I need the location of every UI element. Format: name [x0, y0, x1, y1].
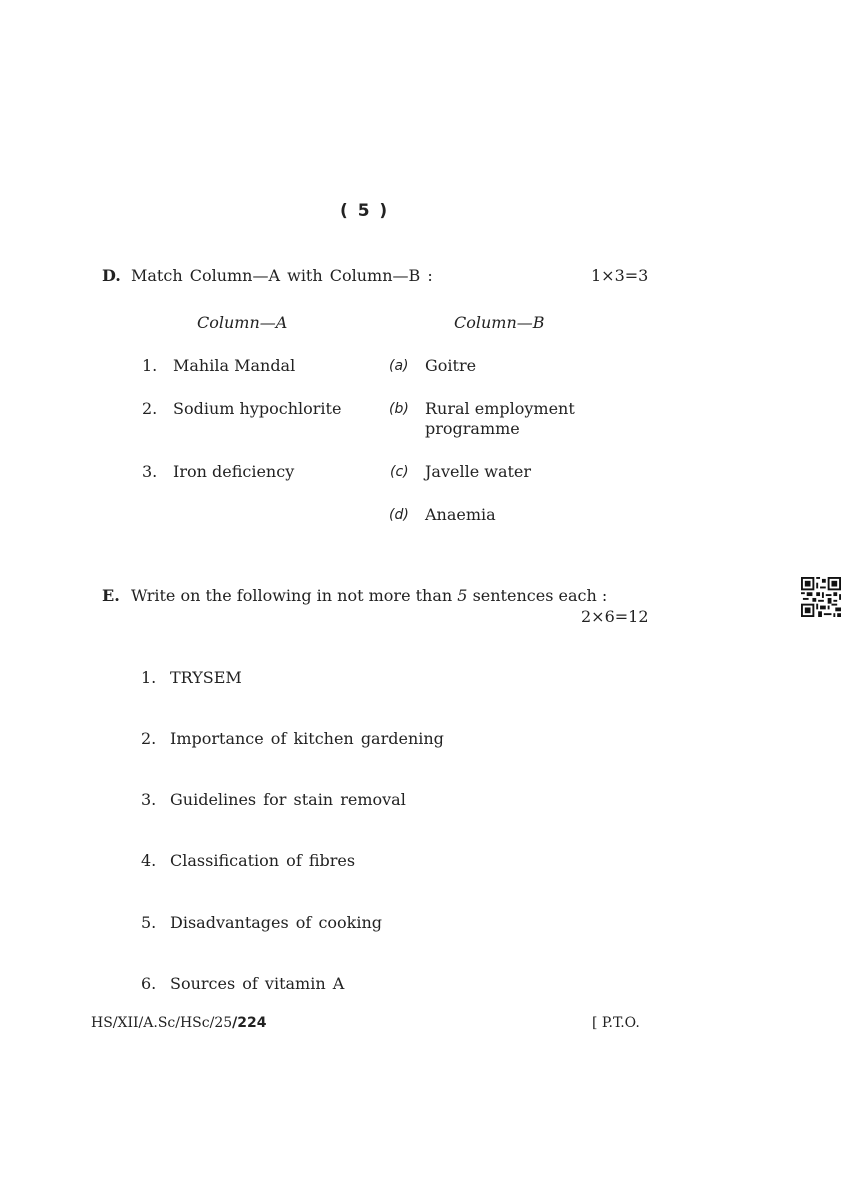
column-a-header: Column—A [197, 313, 288, 332]
paper-code-prefix: HS/XII/A.Sc/HSc/25 [91, 1015, 233, 1031]
column-a-item: Sodium hypochlorite [173, 399, 342, 418]
column-b-item: Anaemia [425, 505, 496, 524]
column-b-item: Javelle water [425, 462, 532, 481]
column-a-item-number: 2. [142, 399, 158, 418]
section-e-label: E. [102, 586, 120, 605]
paper-code-number: /224 [232, 1015, 267, 1031]
section-e-marks: 2×6=12 [581, 607, 649, 626]
column-a-item: Iron deficiency [173, 462, 295, 481]
column-a-item: Mahila Mandal [173, 356, 296, 375]
paper-code [91, 1015, 267, 1031]
column-a-item-number: 1. [142, 356, 158, 375]
section-d-instruction: Match Column—A with Column—B : [131, 266, 433, 285]
column-b-item-letter: (b) [389, 401, 409, 417]
column-b-item-letter: (d) [389, 507, 409, 523]
list-item-number: 2. [141, 729, 157, 748]
section-e-instruction [131, 586, 607, 605]
list-item-number: 6. [141, 974, 157, 993]
list-item: Sources of vitamin A [170, 974, 345, 993]
list-item: Disadvantages of cooking [170, 913, 383, 932]
section-e-instruction-text-end: sentences each : [467, 586, 608, 605]
section-d-marks: 1×3=3 [591, 266, 649, 285]
section-d-label: D. [102, 266, 121, 285]
list-item-number: 5. [141, 913, 157, 932]
list-item: TRYSEM [170, 668, 242, 687]
list-item-number: 1. [141, 668, 157, 687]
column-b-header: Column—B [454, 313, 545, 332]
section-e-instruction-text: Write on the following in not more than [131, 586, 458, 605]
list-item: Guidelines for stain removal [170, 790, 406, 809]
page-number: ( 5 ) [340, 201, 390, 221]
column-b-item-letter: (c) [390, 464, 409, 480]
qr-code-icon [801, 577, 841, 617]
column-b-item-letter: (a) [389, 358, 409, 374]
column-b-item-continuation: programme [425, 419, 520, 438]
column-b-item: Goitre [425, 356, 477, 375]
section-e-instruction-count: 5 [457, 586, 468, 605]
pto-note: [ P.T.O. [592, 1015, 640, 1031]
list-item: Classification of fibres [170, 851, 356, 870]
list-item-number: 4. [141, 851, 157, 870]
column-b-item: Rural employment [425, 399, 575, 418]
column-a-item-number: 3. [142, 462, 158, 481]
list-item: Importance of kitchen gardening [170, 729, 444, 748]
list-item-number: 3. [141, 790, 157, 809]
